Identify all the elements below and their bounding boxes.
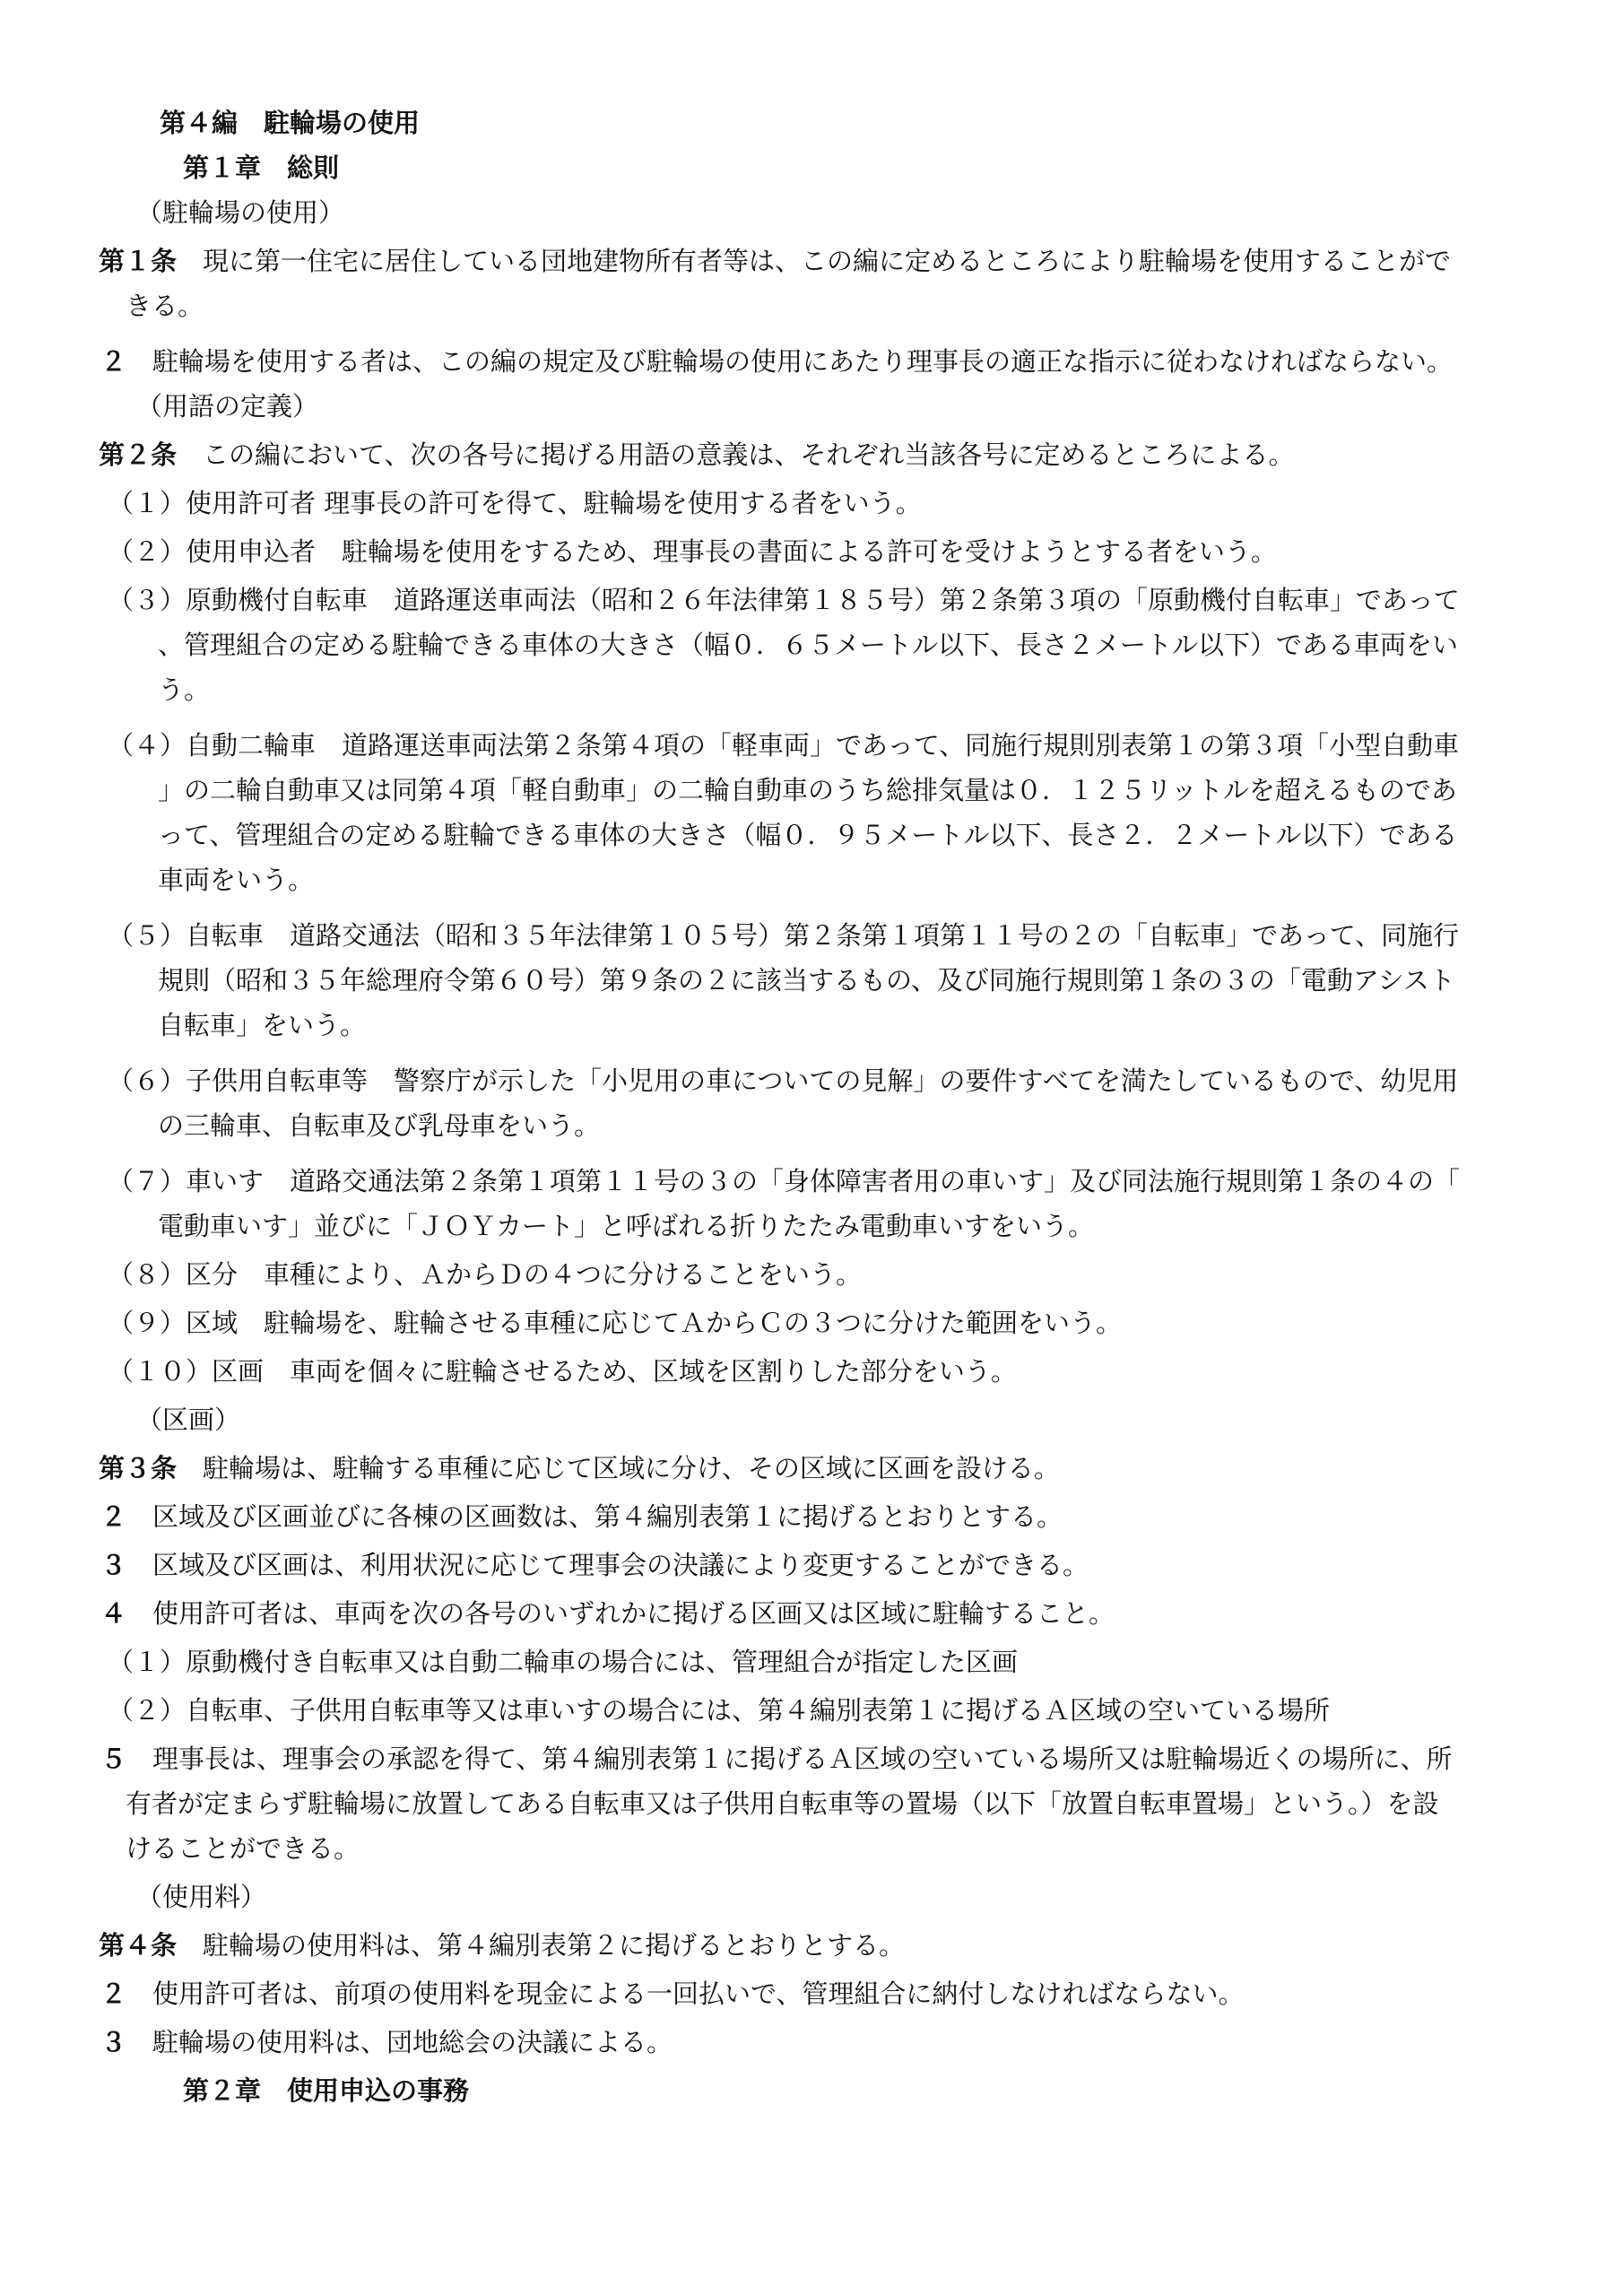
item-continuation: 」の二輪自動車又は同第４項「軽自動車」の二輪自動車のうち総排気量は０．１２５リットルを超えるものであ [158, 775, 1457, 805]
paragraph-number: ３ [100, 2027, 127, 2057]
article-caption: （駐輪場の使用） [136, 197, 345, 228]
paragraph-text: 理事長は、理事会の承認を得て、第４編別表第１に掲げるＡ区域の空いている場所又は駐輪場近くの場所に、所 [126, 1744, 1453, 1774]
article-text: 駐輪場は、駐輪する車種に応じて区域に分け、その区域に区画を設ける。 [177, 1453, 1060, 1483]
paragraph-line [0, 1543, 1623, 1587]
chapter-heading: 第１章 総則 [183, 152, 340, 183]
article-line [0, 1446, 1623, 1491]
item-continuation: 、管理組合の定める駐輪できる車体の大きさ（幅０．６５メートル以下、長さ２メートル以下）である車両をい [158, 630, 1459, 660]
item-line: （８）区分 車種により、ＡからＤの４つに分けることをいう。 [108, 1259, 863, 1290]
paragraph-number: ２ [100, 1501, 127, 1532]
paragraph-line [0, 1591, 1623, 1636]
item-line: （９）区域 駐輪場を、駐輪させる車種に応じてＡからＣの３つに分けた範囲をいう。 [108, 1308, 1123, 1338]
item-continuation: 電動車いす」並びに「ＪＯＹカート」と呼ばれる折りたたみ電動車いすをいう。 [158, 1211, 1095, 1241]
item-continuation: 規則（昭和３５年総理府令第６０号）第９条の２に該当するもの、及び同施行規則第１条の３の「電動アシスト [158, 965, 1455, 996]
item-line: （１）使用許可者 理事長の許可を得て、駐輪場を使用する者をいう。 [108, 488, 922, 518]
document-body [0, 100, 1623, 2113]
paragraph-text: 区域及び区画は、利用状況に応じて理事会の決議により変更することができる。 [126, 1550, 1089, 1580]
continuation-line: 有者が定まらず駐輪場に放置してある自転車又は子供用自転車等の置場（以下「放置自転車置場」という。）を設 [126, 1788, 1439, 1819]
article-number: 第３条 [99, 1453, 178, 1483]
paragraph-number: ５ [100, 1744, 127, 1774]
paragraph-number: ２ [100, 1979, 127, 2009]
article-line [0, 239, 1623, 283]
item-line: （２）使用申込者 駐輪場を使用をするため、理事長の書面による許可を受けようとする者をいう。 [108, 536, 1277, 567]
paragraph-text: 区域及び区画並びに各棟の区画数は、第４編別表第１に掲げるとおりとする。 [126, 1501, 1063, 1532]
article-number: 第２条 [99, 439, 178, 470]
item-line: （５）自転車 道路交通法（昭和３５年法律第１０５号）第２条第１項第１１号の２の「自転車」であって、同施行 [108, 920, 1460, 951]
item-continuation: 車両をいう。 [158, 865, 315, 895]
item-line: （１）原動機付き自転車又は自動二輪車の場合には、管理組合が指定した区画 [108, 1647, 1019, 1677]
item-line: （１０）区画 車両を個々に駐輪させるため、区域を区割りした部分をいう。 [108, 1356, 1017, 1387]
paragraph-text: 駐輪場を使用する者は、この編の規定及び駐輪場の使用にあたり理事長の適正な指示に従わなければならない。 [126, 346, 1454, 377]
paragraph-number: ４ [100, 1598, 127, 1629]
item-continuation: 自転車」をいう。 [158, 1010, 367, 1040]
article-number: 第１条 [99, 246, 178, 276]
continuation-line: きる。 [126, 291, 204, 321]
paragraph-line [0, 1736, 1623, 1781]
item-continuation: の三輪車、自転車及び乳母車をいう。 [158, 1110, 601, 1141]
article-number: 第４条 [99, 1930, 178, 1961]
paragraph-number: ２ [100, 346, 127, 377]
article-caption: （用語の定義） [136, 391, 319, 422]
paragraph-number: ３ [100, 1550, 127, 1580]
chapter-heading: 第２章 使用申込の事務 [183, 2075, 470, 2106]
paragraph-line [0, 339, 1623, 384]
article-caption: （使用料） [136, 1882, 267, 1912]
article-line [0, 1923, 1623, 1968]
paragraph-text: 駐輪場の使用料は、団地総会の決議による。 [126, 2027, 673, 2057]
paragraph-line [0, 1971, 1623, 2016]
article-text: この編において、次の各号に掲げる用語の意義は、それぞれ当該各号に定めるところによる。 [177, 439, 1295, 470]
item-line: （２）自転車、子供用自転車等又は車いすの場合には、第４編別表第１に掲げるＡ区域の空いている場所 [108, 1695, 1331, 1726]
paragraph-text: 使用許可者は、車両を次の各号のいずれかに掲げる区画又は区域に駐輪すること。 [126, 1598, 1115, 1629]
item-continuation: う。 [158, 674, 211, 705]
item-continuation: って、管理組合の定める駐輪できる車体の大きさ（幅０．９５メートル以下、長さ２．２メートル以下）である [158, 820, 1458, 850]
article-text: 駐輪場の使用料は、第４編別表第２に掲げるとおりとする。 [177, 1930, 906, 1961]
paragraph-line [0, 1494, 1623, 1539]
paragraph-line [0, 2020, 1623, 2065]
item-line: （７）車いす 道路交通法第２条第１項第１１号の３の「身体障害者用の車いす」及び同法施行規則第１条の４の「 [108, 1166, 1461, 1196]
article-caption: （区画） [136, 1405, 241, 1435]
paragraph-text: 使用許可者は、前項の使用料を現金による一回払いで、管理組合に納付しなければならない。 [126, 1979, 1245, 2009]
item-line: （４）自動二輪車 道路運送車両法第２条第４項の「軽車両」であって、同施行規則別表第１の第３項「小型自動車 [108, 730, 1460, 761]
part-heading: 第４編 駐輪場の使用 [160, 108, 421, 138]
item-line: （３）原動機付自転車 道路運送車両法（昭和２６年法律第１８５号）第２条第３項の「原動機付自転車」であって [108, 585, 1460, 615]
item-line: （６）子供用自転車等 警察庁が示した「小児用の車についての見解」の要件すべてを満たしているもので、幼児用 [108, 1065, 1459, 1096]
continuation-line: けることができる。 [126, 1833, 360, 1864]
article-text: 現に第一住宅に居住している団地建物所有者等は、この編に定めるところにより駐輪場を使用することがで [177, 246, 1452, 276]
article-line [0, 432, 1623, 477]
